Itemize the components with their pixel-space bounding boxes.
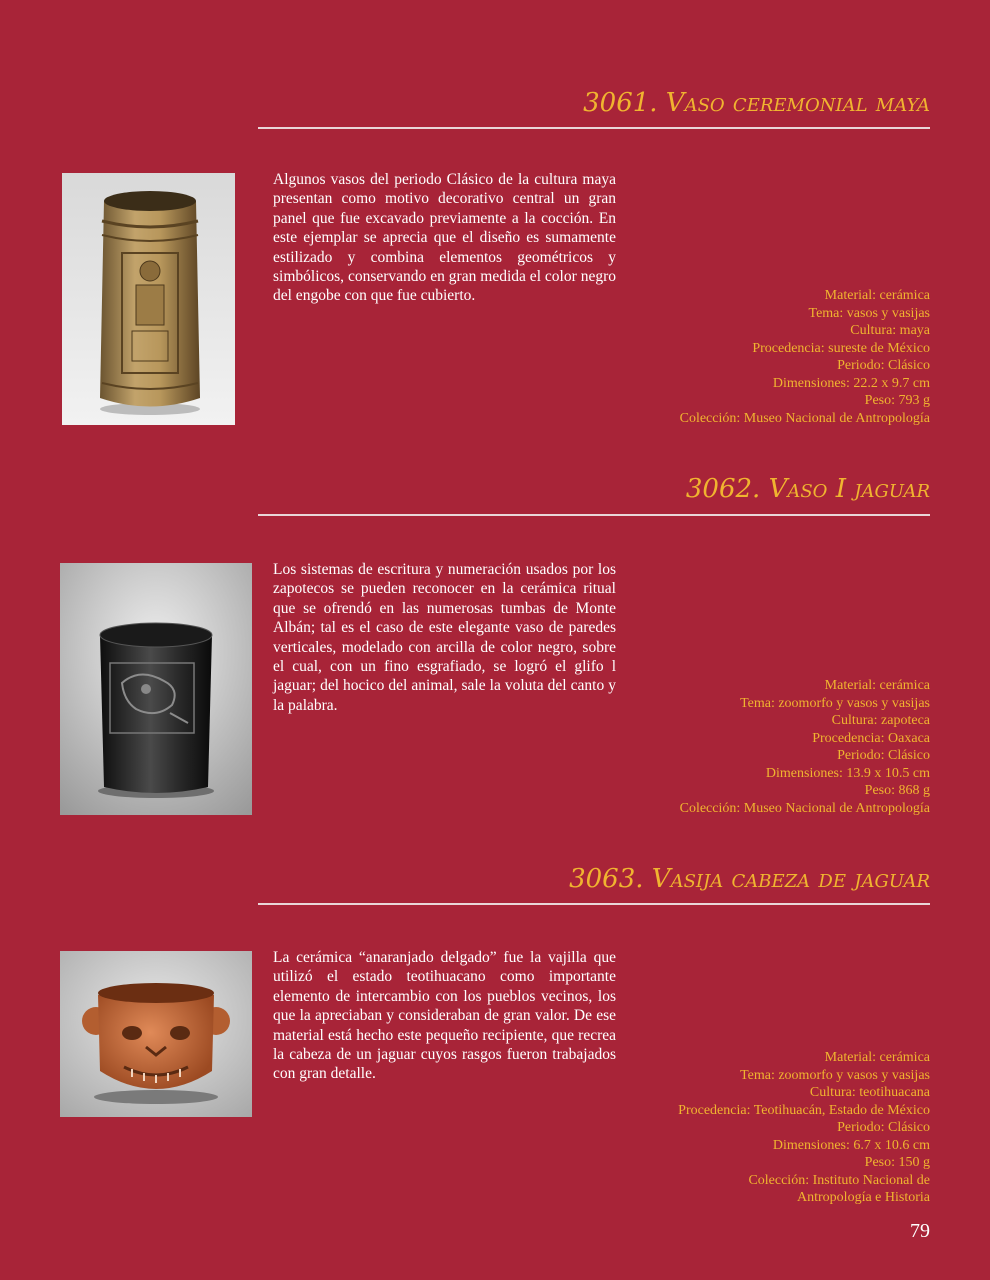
meta-tema: Tema: zoomorfo y vasos y vasijas	[740, 695, 930, 711]
meta-periodo: Periodo: Clásico	[837, 1120, 930, 1135]
title-rule	[258, 514, 930, 516]
meta-dimensiones: Dimensiones: 22.2 x 9.7 cm	[772, 375, 930, 391]
meta-coleccion-cont: Antropología e Historia	[797, 1190, 930, 1205]
meta-procedencia: Procedencia: sureste de México	[752, 340, 930, 356]
entry-description: Los sistemas de escritura y numeración usados por los zapotecos se pueden reconocer en la cerámica ritual que se ofrendó en las numerosas tumbas de Monte Albán; tal es el caso de este elegante vaso de paredes verticales, modelado con arcilla de color negro, sobre el cual, con un fino esgrafiado, se logró el glifo l jaguar; del hocico del animal, sale la voluta del canto y la palabra.	[273, 561, 616, 714]
meta-procedencia: Procedencia: Oaxaca	[812, 730, 930, 746]
meta-periodo: Periodo: Clásico	[837, 358, 930, 373]
meta-dimensiones: Dimensiones: 13.9 x 10.5 cm	[765, 765, 930, 781]
meta-material: Material: cerámica	[824, 1050, 930, 1065]
entry-metadata	[680, 287, 930, 427]
title-rule	[258, 903, 930, 905]
meta-material: Material: cerámica	[824, 288, 930, 303]
meta-periodo: Periodo: Clásico	[837, 748, 930, 763]
meta-dimensiones: Dimensiones: 6.7 x 10.6 cm	[772, 1137, 930, 1153]
meta-procedencia: Procedencia: Teotihuacán, Estado de México	[678, 1102, 930, 1118]
entry-description: La cerámica “anaranjado delgado” fue la vajilla que utilizó el estado teotihuacano como importante elemento de intercambio con los pueblos vecinos, los que la apreciaban y consideraban de gran valor. De ese material está hecho este pequeño recipiente, que recrea la cabeza de un jaguar cuyos rasgos fueron trabajados con gran detalle.	[273, 949, 616, 1083]
title-rule	[258, 127, 930, 129]
entry-description: Algunos vasos del periodo Clásico de la cultura maya presentan como motivo decorativo central un gran panel que fue excavado previamente a la cocción. En este ejemplar se aprecia que el diseño es sumamente estilizado y combina elementos geométricos y simbólicos, conservando en gran medida el color negro del engobe con que fue cubierto.	[273, 171, 616, 305]
meta-peso: Peso: 150 g	[864, 1155, 930, 1170]
entry-title: 3062. Vaso I jaguar	[685, 474, 930, 504]
meta-tema: Tema: vasos y vasijas	[808, 305, 930, 321]
meta-tema: Tema: zoomorfo y vasos y vasijas	[740, 1067, 930, 1083]
meta-material: Material: cerámica	[824, 678, 930, 693]
meta-cultura: Cultura: maya	[850, 323, 930, 338]
meta-cultura: Cultura: teotihuacana	[809, 1085, 930, 1100]
meta-peso: Peso: 793 g	[864, 393, 930, 408]
meta-coleccion: Colección: Museo Nacional de Antropología	[679, 410, 930, 426]
entry-title: 3063. Vasija cabeza de jaguar	[569, 864, 930, 894]
vase-photo	[60, 563, 252, 815]
meta-coleccion: Colección: Museo Nacional de Antropología	[679, 800, 930, 816]
entry-title: 3061. Vaso ceremonial maya	[583, 88, 930, 118]
meta-coleccion: Colección: Instituto Nacional de	[748, 1172, 930, 1188]
entry-metadata	[678, 1049, 930, 1207]
vessel-photo	[60, 951, 252, 1117]
meta-cultura: Cultura: zapoteca	[831, 713, 930, 728]
entry-metadata	[680, 677, 930, 817]
page-number: 79	[910, 1220, 930, 1242]
vase-photo	[62, 173, 235, 425]
meta-peso: Peso: 868 g	[864, 783, 930, 798]
